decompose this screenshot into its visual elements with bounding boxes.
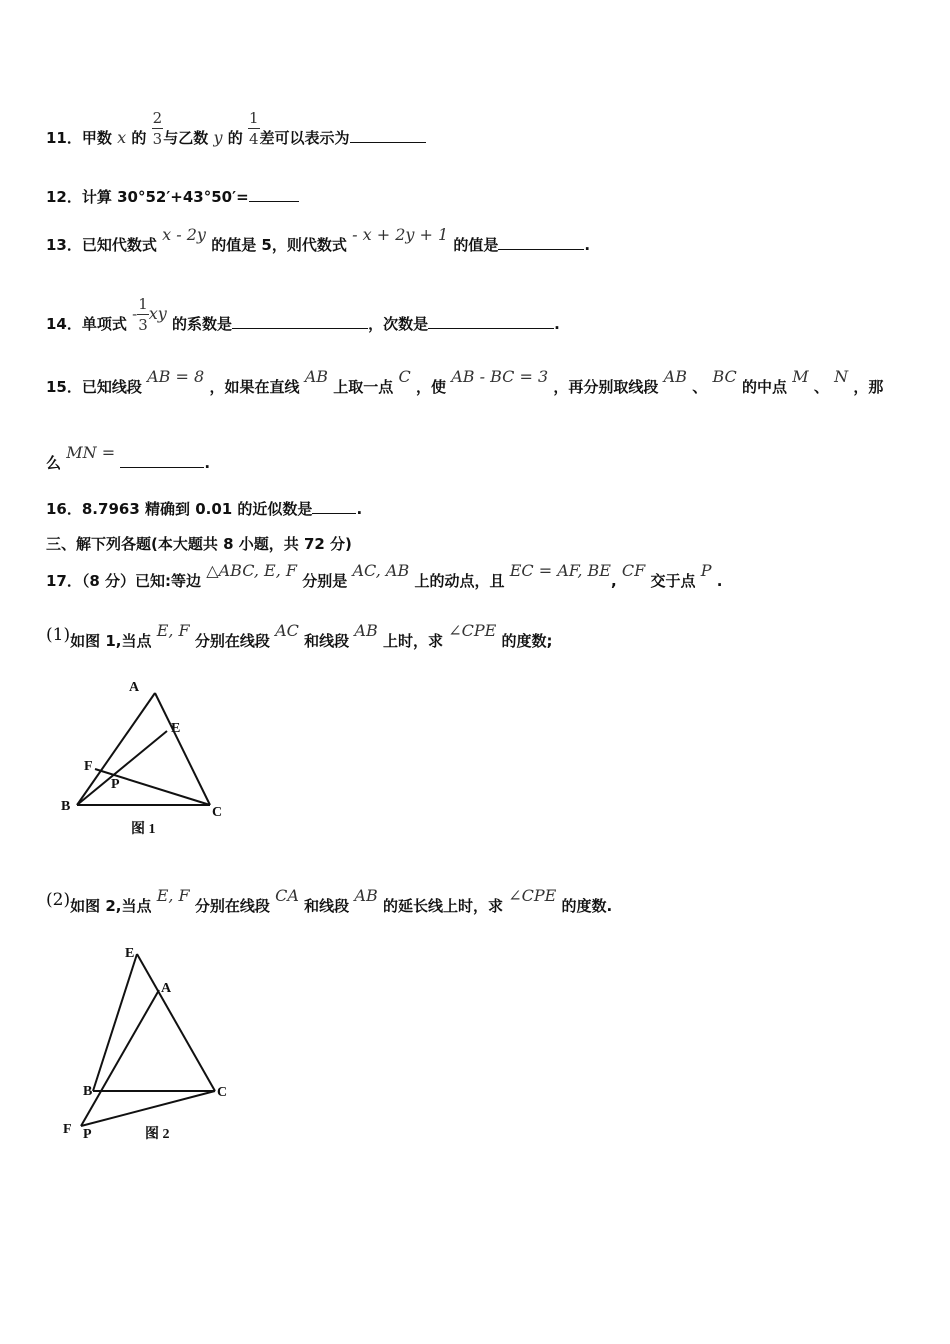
q15-text-10: 么 [46,454,62,472]
q17-expr-3: EC = AF, BE [509,561,611,580]
q14-variables: xy [148,304,167,323]
q13-text-2: 的值是 5，则代数式 [211,236,347,254]
part2-expr-1: E, F [156,886,190,905]
part2-label: (2) [46,890,71,910]
fig1-lines [77,693,210,805]
q15-expr-2: AB [304,367,328,386]
q15-expr-3: C [398,367,411,386]
part2-text-2: 分别在线段 [194,897,270,915]
q17-text-4: , [610,572,617,590]
q11-answer-blank[interactable] [350,128,426,143]
q11-text-2: 的 [131,129,147,147]
q15-expr-4: AB - BC = 3 [451,367,549,386]
q17-text-2: 分别是 [302,572,348,590]
q17-text-3: 上的动点，且 [414,572,505,590]
part1-expr-1: E, F [156,621,190,640]
part1-expr-3: AB [354,621,378,640]
fig2-label-f: F [63,1122,72,1137]
q16-answer-blank[interactable] [312,499,356,514]
q13-text-3: 的值是 [453,236,499,254]
part1-label: (1) [46,625,71,645]
q11-var-x: x [117,128,127,147]
fig1-caption: 图 1 [131,822,156,837]
q15-text-4: ，使 [415,378,446,396]
q17-expr-5: P [700,561,712,580]
question-16 [46,498,362,519]
part1-text-3: 和线段 [304,632,350,650]
question-13 [46,225,591,255]
q11-frac2-denominator: 4 [248,130,259,148]
q14-negative-sign: - [132,305,138,323]
q14-text-1: 单项式 [81,315,127,333]
q17-expr-1: △ABC, E, F [206,561,297,580]
fig2-label-b: B [83,1084,93,1099]
q11-var-y: y [213,128,223,147]
fig1-label-p: P [111,777,120,792]
q15-expr-7: M [792,367,809,386]
q11-fraction-2 [248,108,260,149]
fig2-line-ec [137,954,215,1091]
q15-text-7: 的中点 [741,378,787,396]
q16-number: 16． [46,500,82,518]
part1-text-2: 分别在线段 [194,632,270,650]
figure-2 [55,940,245,1150]
q17-expr-4: CF [621,561,646,580]
q12-number: 12． [46,188,82,206]
part2-text-3: 和线段 [304,897,350,915]
part2-text-5: 的度数. [561,897,613,915]
q11-number: 11． [46,129,82,147]
fig2-label-p: P [83,1127,92,1142]
q12-answer-blank[interactable] [249,187,299,202]
figure-1 [55,675,245,845]
fig2-label-c: C [217,1085,228,1100]
part2-expr-2: CA [275,886,299,905]
fig2-label-e: E [125,946,135,961]
q14-frac-denominator: 3 [138,316,148,334]
q15-text-2: ，如果在直线 [209,378,300,396]
q13-text-1: 已知代数式 [81,236,157,254]
fig2-line-fc [81,1091,215,1126]
part-1 [46,621,553,651]
q15-text-6: 、 [692,378,708,396]
q11-text-4: 的 [227,129,243,147]
question-12 [46,186,299,207]
q13-number: 13． [46,236,82,254]
q14-frac-numerator: 1 [138,295,148,313]
q17-number: 17． [46,572,82,590]
q15-text-1: 已知线段 [81,378,142,396]
q15-expr-5: AB [663,367,687,386]
q16-end: . [356,500,363,518]
q15-text-9: ，那 [853,378,884,396]
q12-text: 计算 30°52′+43°50′= [81,188,249,206]
q15-expr-1: AB = 8 [147,367,205,386]
part1-text-5: 的度数; [501,632,553,650]
fig2-line-af [81,990,159,1126]
q14-text-3: ，次数是 [368,315,429,333]
q11-frac2-numerator: 1 [248,109,259,127]
question-14 [46,295,560,345]
q11-text-1: 甲数 [81,129,112,147]
part-2 [46,886,613,916]
q13-expr-1: x - 2y [162,225,206,244]
q11-text-5: 差可以表示为 [259,129,350,147]
q13-expr-2: - x + 2y + 1 [352,225,449,244]
q14-end: . [554,315,560,333]
q14-text-2: 的系数是 [172,315,233,333]
fig2-caption: 图 2 [145,1127,170,1142]
q15-answer-blank[interactable] [120,453,204,468]
q14-coefficient-blank[interactable] [232,314,368,329]
q14-fraction [137,294,149,335]
part1-text-4: 上时，求 [382,632,443,650]
section-3-heading: 三、解下列各题(本大题共 8 小题，共 72 分) [46,535,352,553]
question-15 [46,367,884,397]
q11-frac1-denominator: 3 [152,130,163,148]
fig1-side-ac [155,693,210,805]
q17-text-5: 交于点 [650,572,696,590]
q17-expr-2: AC, AB [352,561,410,580]
fig2-line-eb [93,954,137,1091]
q15-text-5: ，再分别取线段 [553,378,659,396]
q16-text: 8.7963 精确到 0.01 的近似数是 [81,500,313,518]
fig2-label-a: A [161,981,172,996]
part1-text-1: 如图 1,当点 [70,632,152,650]
q11-frac1-numerator: 2 [152,109,163,127]
question-11 [46,109,426,159]
q14-number: 14． [46,315,82,333]
q13-answer-blank[interactable] [498,235,584,250]
q14-degree-blank[interactable] [428,314,554,329]
part2-expr-3: AB [354,886,378,905]
q11-fraction-1 [152,108,164,149]
fig1-label-c: C [212,805,223,820]
part2-text-1: 如图 2,当点 [70,897,152,915]
q17-end: . [716,572,723,590]
part1-expr-2: AC [275,621,299,640]
q15-expr-9: MN = [66,443,116,462]
question-15-cont [46,443,211,473]
fig1-label-a: A [129,680,140,695]
part2-text-4: 的延长线上时，求 [382,897,503,915]
q17-text-1: （8 分）已知:等边 [81,572,202,590]
question-17 [46,561,723,591]
q15-number: 15． [46,378,82,396]
fig1-label-e: E [171,721,181,736]
q15-expr-8: N [834,367,849,386]
q11-text-3: 与乙数 [163,129,209,147]
part2-expr-4: ∠CPE [508,886,557,905]
q15-end: . [204,454,211,472]
fig1-label-f: F [84,759,93,774]
q13-end: . [584,236,591,254]
q15-text-3: 上取一点 [333,378,394,396]
fig2-lines [81,954,215,1126]
q15-text-8: 、 [813,378,829,396]
fig1-label-b: B [61,799,71,814]
part1-expr-4: ∠CPE [448,621,497,640]
q15-expr-6: BC [712,367,737,386]
